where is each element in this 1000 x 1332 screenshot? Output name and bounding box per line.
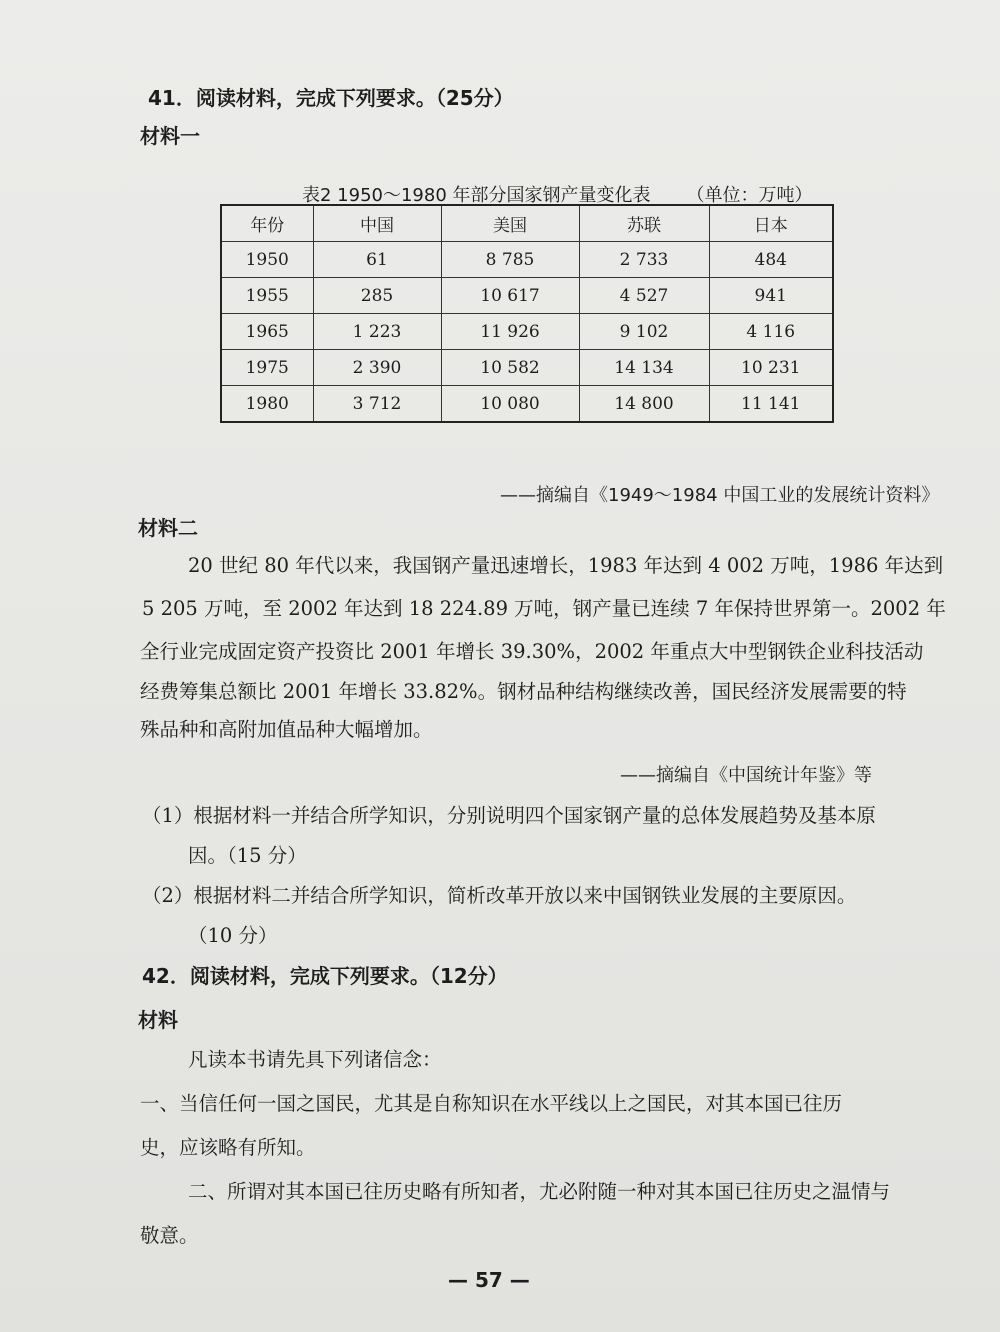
material-label: 材料 [138, 1008, 178, 1032]
table-header-cell: 日本 [709, 205, 833, 242]
table-year-cell: 1950 [221, 242, 313, 278]
sub-question-2-line-1: （2）根据材料二并结合所学知识，简析改革开放以来中国钢铁业发展的主要原因。 [142, 884, 857, 907]
table-value-cell: 2 390 [313, 350, 441, 386]
material-1-label: 材料一 [140, 124, 200, 148]
table-value-cell: 14 800 [579, 386, 709, 423]
sub-question-1-line-1: （1）根据材料一并结合所学知识，分别说明四个国家钢产量的总体发展趋势及基本原 [142, 804, 876, 827]
material-2-line-4: 经费筹集总额比 2001 年增长 33.82%。钢材品种结构继续改善，国民经济发展需要的特 [140, 680, 907, 703]
question-42-heading: 42．阅读材料，完成下列要求。（12分） [142, 964, 508, 988]
table-header-cell: 年份 [221, 205, 313, 242]
table-header-cell: 美国 [441, 205, 579, 242]
quote-line-1: 凡读本书请先具下列诸信念： [188, 1048, 442, 1071]
table-value-cell: 2 733 [579, 242, 709, 278]
sub-question-1-line-2: 因。（15 分） [188, 844, 307, 867]
table-row [221, 314, 833, 350]
material-2-line-2: 5 205 万吨，至 2002 年达到 18 224.89 万吨，钢产量已连续 7 年保持世界第一。2002 年 [142, 597, 946, 620]
table-value-cell: 10 582 [441, 350, 579, 386]
material-2-line-1: 20 世纪 80 年代以来，我国钢产量迅速增长，1983 年达到 4 002 万吨，1986 年达到 [188, 554, 944, 577]
material-2-source: ——摘编自《中国统计年鉴》等 [620, 765, 872, 786]
quote-line-4: 二、所谓对其本国已往历史略有所知者，尤必附随一种对其本国已往历史之温情与 [188, 1180, 891, 1203]
table-value-cell: 4 527 [579, 278, 709, 314]
table-header-cell: 中国 [313, 205, 441, 242]
table-value-cell: 10 231 [709, 350, 833, 386]
table-value-cell: 4 116 [709, 314, 833, 350]
table-value-cell: 61 [313, 242, 441, 278]
steel-output-table [220, 204, 834, 423]
table-value-cell: 14 134 [579, 350, 709, 386]
quote-line-5: 敬意。 [140, 1224, 199, 1247]
table-source: ——摘编自《1949～1984 中国工业的发展统计资料》 [500, 485, 940, 506]
table-value-cell: 8 785 [441, 242, 579, 278]
table-value-cell: 9 102 [579, 314, 709, 350]
material-2-line-3: 全行业完成固定资产投资比 2001 年增长 39.30%，2002 年重点大中型钢铁企业科技活动 [140, 640, 924, 663]
table-value-cell: 11 141 [709, 386, 833, 423]
table-title: 表2 1950～1980 年部分国家钢产量变化表 [302, 185, 651, 206]
table-value-cell: 484 [709, 242, 833, 278]
table-row [221, 278, 833, 314]
table-value-cell: 10 080 [441, 386, 579, 423]
table-value-cell: 10 617 [441, 278, 579, 314]
sub-question-2-line-2: （10 分） [188, 924, 278, 947]
table-header-row [221, 205, 833, 242]
table-row [221, 386, 833, 423]
table-year-cell: 1980 [221, 386, 313, 423]
table-header-cell: 苏联 [579, 205, 709, 242]
table-value-cell: 3 712 [313, 386, 441, 423]
quote-line-3: 史，应该略有所知。 [140, 1136, 316, 1159]
table-row [221, 350, 833, 386]
table-year-cell: 1975 [221, 350, 313, 386]
table-year-cell: 1965 [221, 314, 313, 350]
question-41-heading: 41．阅读材料，完成下列要求。（25分） [148, 86, 514, 110]
page-number: — 57 — [448, 1268, 530, 1292]
table-year-cell: 1955 [221, 278, 313, 314]
table-value-cell: 1 223 [313, 314, 441, 350]
table-unit: （单位：万吨） [686, 185, 813, 206]
table-row [221, 242, 833, 278]
quote-line-2: 一、当信任何一国之国民，尤其是自称知识在水平线以上之国民，对其本国已往历 [140, 1092, 843, 1115]
material-2-label: 材料二 [138, 516, 198, 540]
material-2-line-5: 殊品种和高附加值品种大幅增加。 [140, 718, 433, 741]
table-value-cell: 11 926 [441, 314, 579, 350]
table-value-cell: 941 [709, 278, 833, 314]
table-value-cell: 285 [313, 278, 441, 314]
